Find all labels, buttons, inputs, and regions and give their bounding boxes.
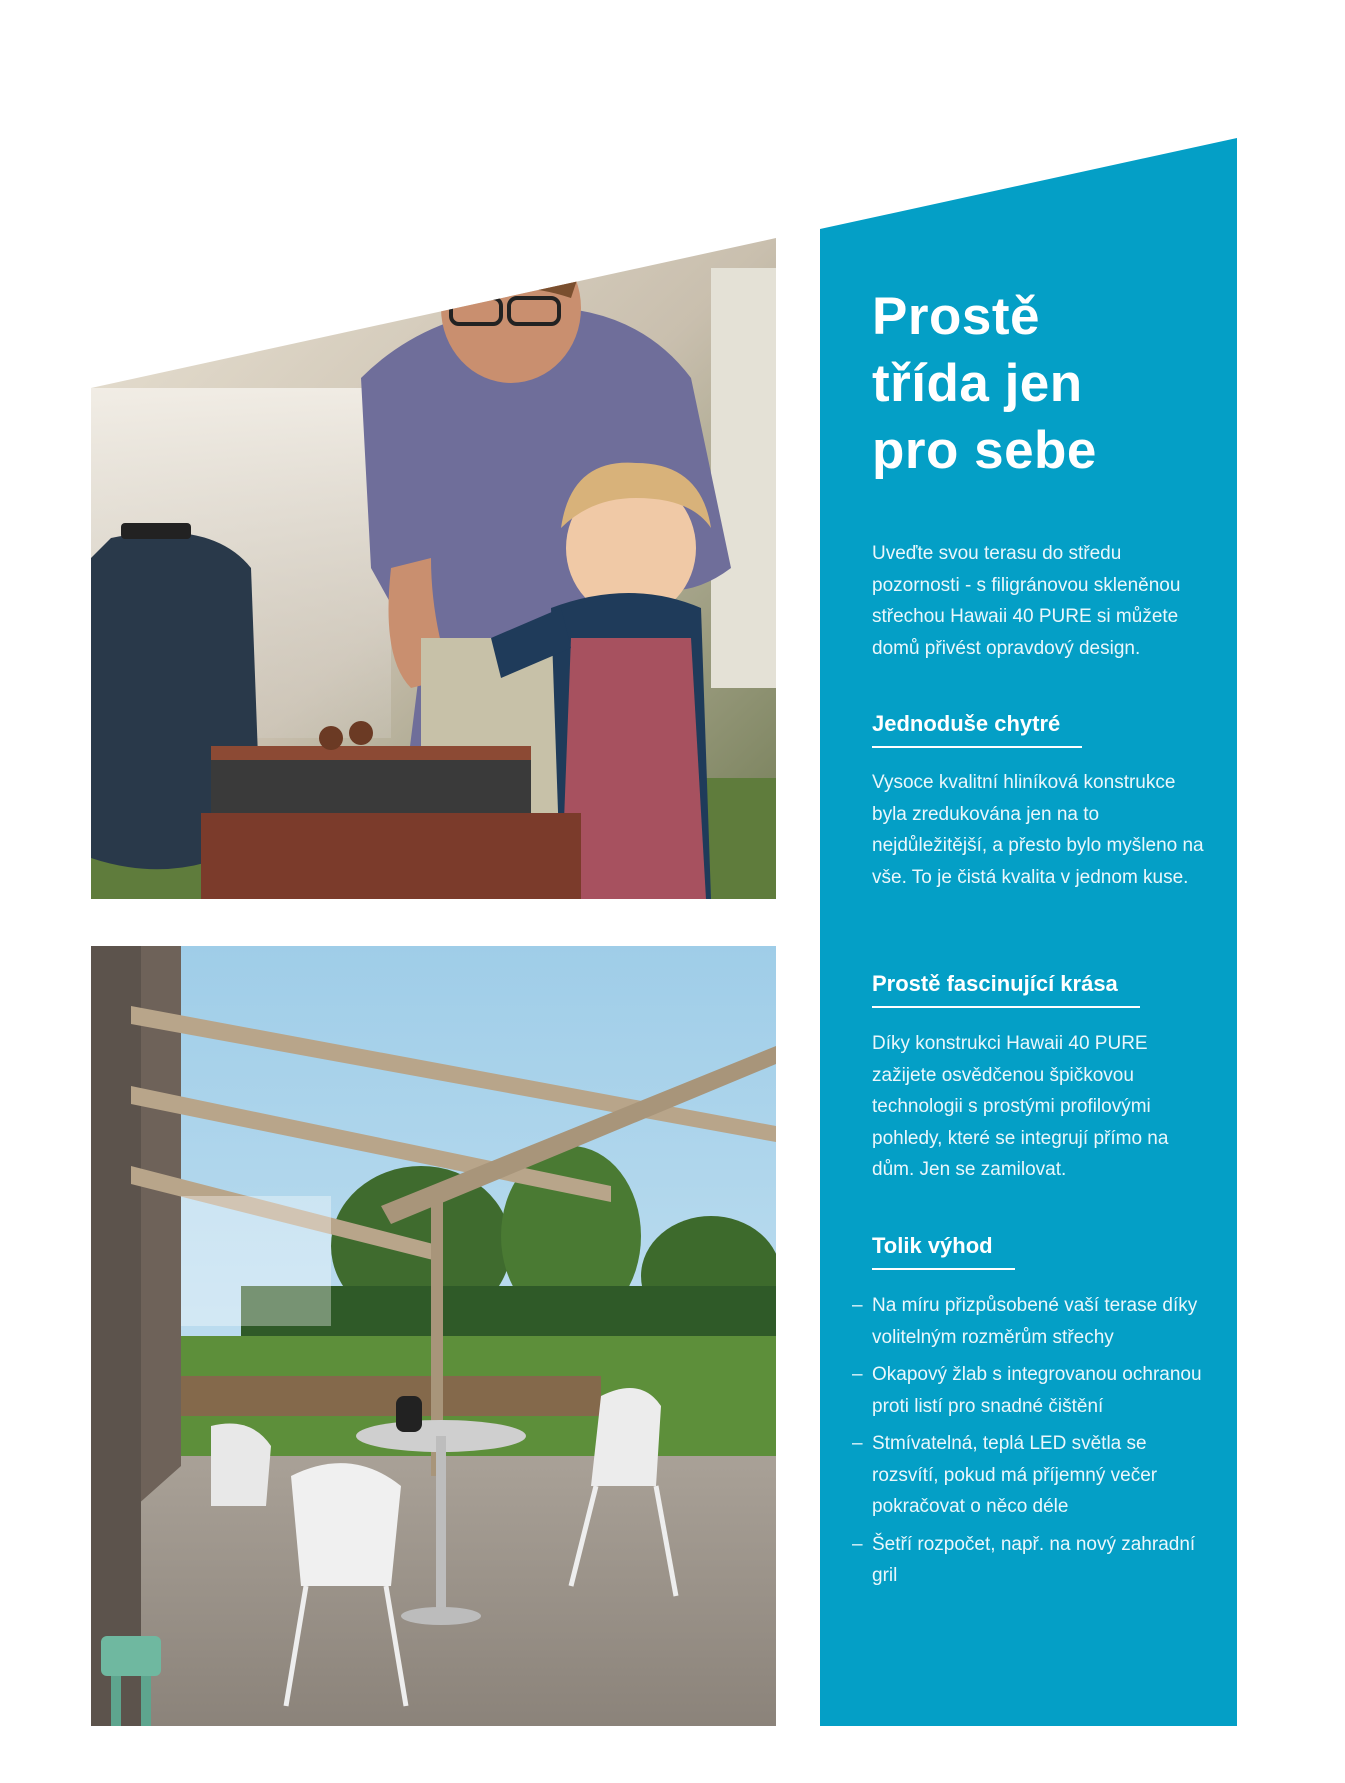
section-beauty <box>872 970 1212 1008</box>
benefit-text: Na míru přizpůsobené vaší terase díky volitelným rozměrům střechy <box>872 1295 1198 1348</box>
benefit-item <box>852 1359 1212 1422</box>
list-dash: – <box>852 1433 863 1454</box>
section-benefits <box>872 1232 1212 1270</box>
headline-line-1: Prostě <box>872 287 1040 346</box>
benefit-text: Okapový žlab s integrovanou ochranou proti listí pro snadné čištění <box>872 1364 1202 1417</box>
section-title-beauty: Prostě fascinující krása <box>872 970 1140 1008</box>
intro-text: Uveďte svou terasu do středu pozornosti - s filigránovou skleněnou střechou Hawaii 40 PURE si můžete domů přivést opravdový design. <box>872 543 1181 659</box>
benefit-item <box>852 1290 1212 1353</box>
list-dash: – <box>852 1295 863 1316</box>
photo-terrace-illustration <box>91 946 776 1726</box>
section-smart <box>872 710 1212 748</box>
photo-barbecue-illustration <box>91 238 776 899</box>
benefits-list <box>852 1290 1212 1598</box>
section-text-beauty: Díky konstrukci Hawaii 40 PURE zažijete osvědčenou špičkovou technologii s prostými profilovými pohledy, které se integrují přímo na dům. Jen se zamilovat. <box>872 1033 1169 1180</box>
list-dash: – <box>852 1533 863 1555</box>
photo-barbecue <box>91 238 776 899</box>
section-text-smart: Vysoce kvalitní hliníková konstrukce byla zredukována jen na to nejdůležitější, a přesto bylo myšleno na vše. To je čistá kvalita v jednom kuse. <box>872 772 1204 888</box>
benefit-text: Stmívatelná, teplá LED světla se rozsvítí, pokud má příjemný večer pokračovat o něco déle <box>872 1433 1158 1517</box>
headline <box>872 283 1212 484</box>
benefit-item <box>852 1428 1212 1523</box>
headline-line-2: třída jen <box>872 354 1083 413</box>
section-title-smart: Jednoduše chytré <box>872 710 1082 748</box>
section-title-benefits: Tolik výhod <box>872 1232 1015 1270</box>
photo-terrace <box>91 946 776 1726</box>
list-dash: – <box>852 1364 863 1385</box>
benefit-item <box>852 1529 1212 1592</box>
headline-line-3: pro sebe <box>872 421 1097 480</box>
benefit-text: Šetří rozpočet, např. na nový zahradní gril <box>872 1533 1196 1586</box>
